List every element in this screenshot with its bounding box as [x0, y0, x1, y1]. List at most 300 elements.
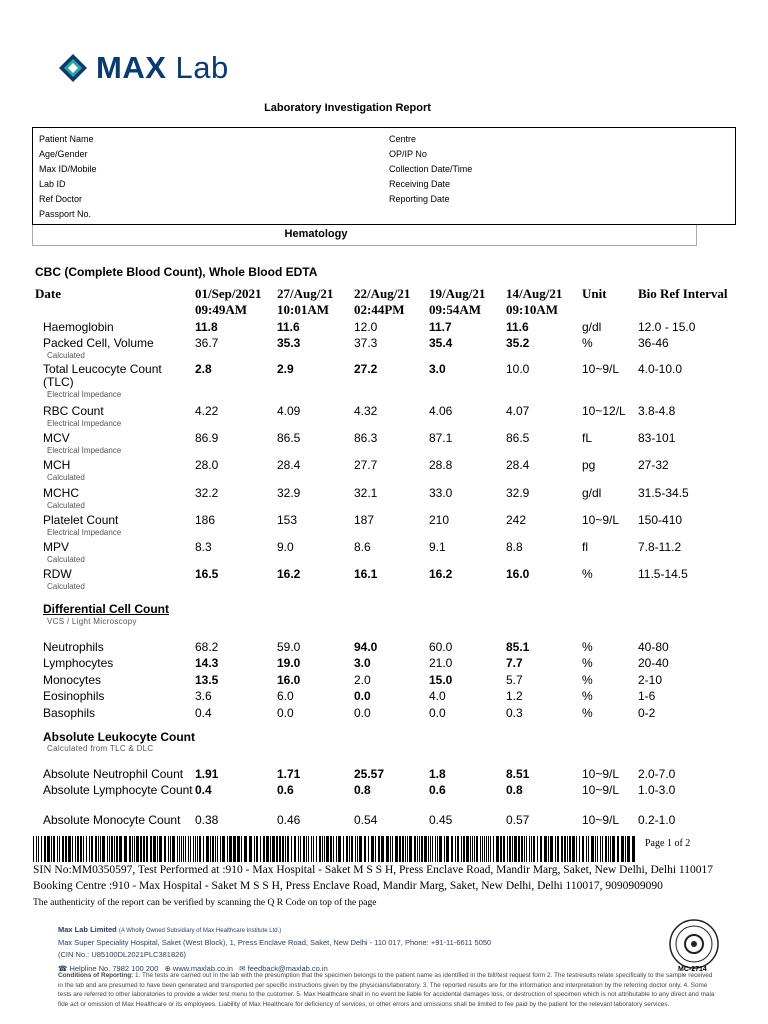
ref-interval: 20-40 — [638, 656, 669, 670]
differential-method: VCS / Light Microscopy — [47, 617, 137, 626]
result-value: 0.0 — [354, 689, 371, 703]
differential-title: Differential Cell Count — [43, 602, 170, 616]
barcode-bar — [472, 836, 473, 862]
result-value: 27.7 — [354, 458, 378, 472]
barcode-bar — [439, 836, 442, 862]
barcode-bar — [444, 836, 445, 862]
barcode-bar — [279, 836, 281, 862]
result-value: 28.4 — [277, 458, 301, 472]
barcode-bar — [419, 836, 420, 862]
report-title: Laboratory Investigation Report — [264, 102, 431, 114]
row-label: RBC Count — [43, 404, 104, 418]
barcode-bar — [428, 836, 429, 862]
result-value: 37.3 — [354, 336, 378, 350]
barcode-bar — [254, 836, 255, 862]
barcode-bar — [177, 836, 178, 862]
barcode-bar — [355, 836, 356, 862]
row-label: Basophils — [43, 706, 96, 720]
barcode-bar — [503, 836, 505, 862]
field-centre: Centre — [389, 134, 417, 144]
result-value: 1.8 — [429, 767, 446, 781]
barcode-bar — [256, 836, 258, 862]
barcode-bar — [531, 836, 532, 862]
barcode-bar — [432, 836, 433, 862]
unit-value: % — [582, 706, 593, 720]
barcode-bar — [493, 836, 494, 862]
barcode-bar — [490, 836, 491, 862]
barcode-bar — [500, 836, 502, 862]
barcode-bar — [77, 836, 79, 862]
result-value: 8.8 — [506, 540, 523, 554]
row-label: Haemoglobin — [43, 320, 114, 334]
unit-value: 10~9/L — [582, 767, 620, 781]
barcode-bar — [179, 836, 180, 862]
barcode-bar — [588, 836, 589, 862]
result-value: 16.0 — [506, 567, 530, 581]
barcode-bar — [395, 836, 398, 862]
barcode-bar — [518, 836, 520, 862]
barcode-bar — [378, 836, 380, 862]
result-value: 186 — [195, 513, 216, 527]
phone-icon: ☎ — [58, 964, 68, 973]
barcode-bar — [612, 836, 615, 862]
barcode-bar — [91, 836, 93, 862]
barcode-bar — [146, 836, 148, 862]
barcode-bar — [457, 836, 459, 862]
ref-interval: 36-46 — [638, 336, 669, 350]
result-value: 210 — [429, 513, 450, 527]
barcode-bar — [537, 836, 538, 862]
patient-fields-right — [389, 132, 472, 207]
barcode-bar — [260, 836, 261, 862]
result-value: 14.3 — [195, 656, 219, 670]
result-value: 25.57 — [354, 767, 385, 781]
result-value: 0.45 — [429, 813, 453, 827]
barcode-bar — [212, 836, 214, 862]
barcode-bar — [421, 836, 423, 862]
logo-text: MAX Lab — [96, 50, 229, 85]
barcode-bar — [608, 836, 609, 862]
method-note: Electrical Impedance — [47, 528, 122, 537]
result-value: 16.0 — [277, 673, 301, 687]
result-value: 0.8 — [354, 783, 371, 797]
barcode-bar — [330, 836, 332, 862]
barcode-bar — [470, 836, 471, 862]
barcode-bar — [414, 836, 416, 862]
barcode-bar — [199, 836, 201, 862]
barcode-bar — [336, 836, 337, 862]
barcode-bar — [217, 836, 218, 862]
result-value: 59.0 — [277, 640, 301, 654]
field-receiving-date: Receiving Date — [389, 179, 451, 189]
barcode-bar — [276, 836, 278, 862]
result-value: 0.6 — [429, 783, 446, 797]
barcode-bar — [322, 836, 323, 862]
barcode-bar — [172, 836, 175, 862]
unit-value: % — [582, 567, 593, 581]
ref-interval: 1.0-3.0 — [638, 783, 676, 797]
barcode-bar — [572, 836, 575, 862]
department-label: Hematology — [284, 228, 348, 240]
barcode-bar — [282, 836, 284, 862]
barcode-bar — [164, 836, 166, 862]
barcode-bar — [364, 836, 366, 862]
barcode-bar — [294, 836, 296, 862]
unit-value: 10~9/L — [582, 513, 620, 527]
barcode-bar — [526, 836, 527, 862]
method-note: Electrical Impedance — [47, 446, 122, 455]
result-value: 32.2 — [195, 486, 219, 500]
ref-interval: 3.8-4.8 — [638, 404, 676, 418]
unit-value: % — [582, 673, 593, 687]
globe-icon: ⊕ — [164, 964, 171, 973]
result-value: 7.7 — [506, 656, 523, 670]
barcode-bar — [298, 836, 299, 862]
company-cin: (CIN No.: U85100DL2021PLC381826) — [58, 950, 186, 959]
barcode-bar — [57, 836, 58, 862]
result-value: 68.2 — [195, 640, 219, 654]
result-value: 0.6 — [277, 783, 294, 797]
barcode-bar — [140, 836, 142, 862]
ref-interval: 40-80 — [638, 640, 669, 654]
max-lab-logo — [58, 50, 229, 86]
result-value: 4.09 — [277, 404, 301, 418]
barcode-bar — [300, 836, 301, 862]
barcode-bar — [550, 836, 553, 862]
barcode-bar — [183, 836, 184, 862]
col-header-date: Date — [35, 286, 61, 301]
unit-value: % — [582, 656, 593, 670]
barcode-bar — [119, 836, 122, 862]
col-header-date-4: 19/Aug/21 09:54AM — [429, 286, 486, 317]
barcode-bar — [576, 836, 577, 862]
result-value: 4.32 — [354, 404, 378, 418]
barcode-bar — [38, 836, 39, 862]
barcode-bar — [455, 836, 456, 862]
footer-company-info — [58, 924, 668, 975]
barcode-bar — [381, 836, 384, 862]
result-value: 0.3 — [506, 706, 523, 720]
barcode-bar — [195, 836, 196, 862]
field-collection-date: Collection Date/Time — [389, 164, 473, 174]
barcode-bar — [249, 836, 252, 862]
field-ref-doctor: Ref Doctor — [39, 194, 83, 204]
row-label: Absolute Lymphocyte Count — [43, 783, 193, 797]
result-value: 36.7 — [195, 336, 219, 350]
conditions-of-reporting — [58, 971, 718, 1009]
row-label: MPV — [43, 540, 70, 554]
barcode-bar — [463, 836, 465, 862]
barcode-bar — [89, 836, 90, 862]
absolute-method: Calculated from TLC & DLC — [47, 744, 154, 753]
result-value: 8.6 — [354, 540, 371, 554]
result-value: 32.9 — [506, 486, 530, 500]
method-note: Calculated — [47, 501, 85, 510]
result-value: 242 — [506, 513, 527, 527]
barcode-bar — [512, 836, 513, 862]
helpline: Helpline No. 7982 100 200 — [69, 964, 159, 973]
ref-interval: 7.8-11.2 — [638, 540, 682, 554]
patient-fields-left — [39, 132, 97, 222]
unit-value: % — [582, 336, 593, 350]
accreditation-seal-icon — [668, 918, 720, 970]
barcode-bar — [134, 836, 135, 862]
barcode-bar — [75, 836, 76, 862]
barcode-bar — [390, 836, 391, 862]
barcode-bar — [405, 836, 406, 862]
barcode-bar — [349, 836, 350, 862]
result-value: 6.0 — [277, 689, 294, 703]
barcode-bar — [359, 836, 362, 862]
barcode-bar — [203, 836, 204, 862]
row-label: Total Leucocyte Count (TLC) — [43, 362, 162, 389]
barcode-bar — [285, 836, 286, 862]
patient-info-box — [32, 127, 736, 225]
result-value: 4.0 — [429, 689, 446, 703]
field-op-ip: OP/IP No — [389, 149, 427, 159]
barcode-bar — [610, 836, 611, 862]
barcode-bar — [153, 836, 156, 862]
barcode-bar — [346, 836, 348, 862]
result-value: 16.2 — [277, 567, 301, 581]
authenticity-note: The authenticity of the report can be verified by scanning the Q R Code on top of the page — [33, 898, 377, 908]
barcode-bar — [435, 836, 436, 862]
barcode-bar — [233, 836, 236, 862]
result-value: 86.5 — [506, 431, 530, 445]
result-value: 32.1 — [354, 486, 378, 500]
result-value: 28.0 — [195, 458, 219, 472]
result-value: 0.8 — [506, 783, 523, 797]
result-value: 5.7 — [506, 673, 523, 687]
result-value: 86.9 — [195, 431, 219, 445]
ref-interval: 27-32 — [638, 458, 669, 472]
barcode-bar — [308, 836, 309, 862]
website-link[interactable]: www.maxlab.co.in — [172, 964, 233, 973]
result-value: 11.6 — [277, 320, 300, 334]
barcode-bar — [270, 836, 271, 862]
barcode-bar — [595, 836, 596, 862]
result-value: 4.07 — [506, 404, 530, 418]
barcode-bar — [579, 836, 580, 862]
row-label: Packed Cell, Volume — [43, 336, 154, 350]
barcode-bar — [170, 836, 171, 862]
barcode-bar — [51, 836, 52, 862]
result-value: 0.4 — [195, 783, 212, 797]
barcode-bar — [446, 836, 449, 862]
barcode-bar — [136, 836, 139, 862]
unit-value: % — [582, 640, 593, 654]
barcode-bar — [351, 836, 353, 862]
barcode-bar — [222, 836, 225, 862]
barcode-bar — [564, 836, 566, 862]
test-name: CBC (Complete Blood Count), Whole Blood EDTA — [35, 265, 318, 279]
conditions-title: Conditions of Reporting: — [58, 972, 134, 979]
barcode-bar — [98, 836, 99, 862]
barcode-bar — [625, 836, 626, 862]
ref-interval: 0.2-1.0 — [638, 813, 676, 827]
result-value: 1.71 — [277, 767, 301, 781]
barcode-bar — [627, 836, 630, 862]
method-note: Calculated — [47, 582, 85, 591]
barcode-bar — [65, 836, 67, 862]
barcode-bar — [507, 836, 508, 862]
result-value: 11.8 — [195, 320, 218, 334]
row-label: MCH — [43, 458, 71, 472]
barcode-bar — [529, 836, 530, 862]
result-value: 0.0 — [277, 706, 294, 720]
field-reporting-date: Reporting Date — [389, 194, 450, 204]
barcode-bar — [480, 836, 481, 862]
barcode-bar — [181, 836, 182, 862]
barcode-bar — [116, 836, 118, 862]
barcode-bar — [451, 836, 453, 862]
field-lab-id: Lab ID — [39, 179, 66, 189]
barcode-bar — [114, 836, 115, 862]
barcode-bar — [124, 836, 127, 862]
result-value: 16.5 — [195, 567, 219, 581]
barcode-bar — [602, 836, 603, 862]
absolute-title: Absolute Leukocyte Count — [43, 730, 196, 744]
barcode-bar — [569, 836, 571, 862]
barcode-bar — [582, 836, 584, 862]
email-link[interactable]: feedback@maxlab.co.in — [247, 964, 328, 973]
row-label: Eosinophils — [43, 689, 105, 703]
barcode-bar — [482, 836, 483, 862]
result-value: 28.4 — [506, 458, 530, 472]
barcode-bar — [215, 836, 216, 862]
barcode-bar — [555, 836, 556, 862]
barcode-bar — [263, 836, 265, 862]
field-passport: Passport No. — [39, 209, 92, 219]
ref-interval: 2-10 — [638, 673, 663, 687]
barcode-bar — [409, 836, 412, 862]
result-value: 85.1 — [506, 640, 530, 654]
barcode-bar — [326, 836, 329, 862]
barcode-bar — [557, 836, 559, 862]
barcode-bar — [266, 836, 269, 862]
barcode-bar — [159, 836, 162, 862]
barcode-bar — [272, 836, 275, 862]
result-value: 87.1 — [429, 431, 453, 445]
company-address: Max Super Speciality Hospital, Saket (West Block), 1, Press Enclave Road, Saket, New Delhi - 110 017, Phone: +91-11-6611 5050 — [58, 938, 492, 947]
barcode-bar — [533, 836, 535, 862]
result-value: 0.0 — [429, 706, 446, 720]
barcode-bar — [59, 836, 60, 862]
result-value: 8.3 — [195, 540, 212, 554]
result-value: 35.3 — [277, 336, 301, 350]
barcode-bar — [474, 836, 475, 862]
barcode-bar — [109, 836, 110, 862]
barcode-bar — [316, 836, 317, 862]
ref-interval: 2.0-7.0 — [638, 767, 676, 781]
barcode-bar — [306, 836, 307, 862]
barcode-bar — [129, 836, 131, 862]
barcode-bar — [402, 836, 404, 862]
barcode-bar — [313, 836, 314, 862]
barcode-bar — [311, 836, 312, 862]
result-value: 94.0 — [354, 640, 378, 654]
result-value: 13.5 — [195, 673, 219, 687]
barcode-bar — [371, 836, 374, 862]
barcode-bar — [100, 836, 101, 862]
barcode-bar — [287, 836, 289, 862]
result-value: 0.4 — [195, 706, 212, 720]
ref-interval: 12.0 - 15.0 — [638, 320, 696, 334]
barcode-bar — [291, 836, 292, 862]
row-label: Lymphocytes — [43, 656, 114, 670]
barcode-bar — [206, 836, 209, 862]
result-value: 11.7 — [429, 320, 452, 334]
field-max-id: Max ID/Mobile — [39, 164, 97, 174]
barcode-bar — [244, 836, 247, 862]
result-value: 0.57 — [506, 813, 530, 827]
result-value: 2.8 — [195, 362, 212, 376]
barcode-bar — [496, 836, 499, 862]
company-name: Max Lab Limited — [58, 925, 117, 934]
barcode-bar — [617, 836, 619, 862]
barcode-bar — [461, 836, 462, 862]
result-value: 10.0 — [506, 362, 530, 376]
result-value: 0.38 — [195, 813, 219, 827]
barcode-bar — [41, 836, 42, 862]
result-value: 1.2 — [506, 689, 523, 703]
col-header-date-1: 01/Sep/2021 09:49AM — [195, 286, 262, 317]
result-value: 187 — [354, 513, 375, 527]
unit-value: 10~9/L — [582, 362, 620, 376]
barcode-bar — [509, 836, 511, 862]
barcode-bar — [47, 836, 50, 862]
mail-icon: ✉ — [239, 964, 246, 973]
ref-interval: 4.0-10.0 — [638, 362, 683, 376]
max-logo-icon — [58, 53, 88, 83]
barcode-bar — [392, 836, 393, 862]
page-number: Page 1 of 2 — [645, 838, 691, 849]
result-value: 19.0 — [277, 656, 301, 670]
result-value: 28.8 — [429, 458, 453, 472]
barcode-bar — [102, 836, 105, 862]
ref-interval: 11.5-14.5 — [638, 567, 688, 581]
result-value: 32.9 — [277, 486, 301, 500]
barcode-bar — [229, 836, 232, 862]
barcode-bar — [466, 836, 469, 862]
barcode-bar — [597, 836, 598, 862]
barcode-bar — [375, 836, 376, 862]
result-value: 4.06 — [429, 404, 453, 418]
sin-line: SIN No:MM0350597, Test Performed at :910 - Max Hospital - Saket M S S H, Press Enclave Road, Mandir Marg, Saket, New Delhi, Delhi 110017 — [33, 864, 713, 876]
barcode-bar — [80, 836, 82, 862]
booking-centre-line: Booking Centre :910 - Max Hospital - Saket M S S H, Press Enclave Road, Mandir Marg, Saket, New Delhi, Delhi 110017, 9090909090 — [33, 880, 663, 892]
barcode-bar — [561, 836, 563, 862]
field-patient-name: Patient Name — [39, 134, 94, 144]
unit-value: 10~9/L — [582, 813, 620, 827]
result-value: 15.0 — [429, 673, 453, 687]
barcode-bar — [484, 836, 485, 862]
result-value: 3.6 — [195, 689, 212, 703]
result-value: 35.4 — [429, 336, 453, 350]
method-note: Electrical Impedance — [47, 390, 122, 399]
barcode-bar — [36, 836, 37, 862]
barcode-bar — [333, 836, 334, 862]
unit-value: fL — [582, 431, 593, 445]
barcode-bar — [193, 836, 194, 862]
barcode-bar — [399, 836, 401, 862]
barcode-bar — [111, 836, 113, 862]
row-label: Monocytes — [43, 673, 102, 687]
result-value: 1.91 — [195, 767, 219, 781]
barcode-bar — [605, 836, 607, 862]
ref-interval: 1-6 — [638, 689, 656, 703]
barcode-bar — [197, 836, 198, 862]
